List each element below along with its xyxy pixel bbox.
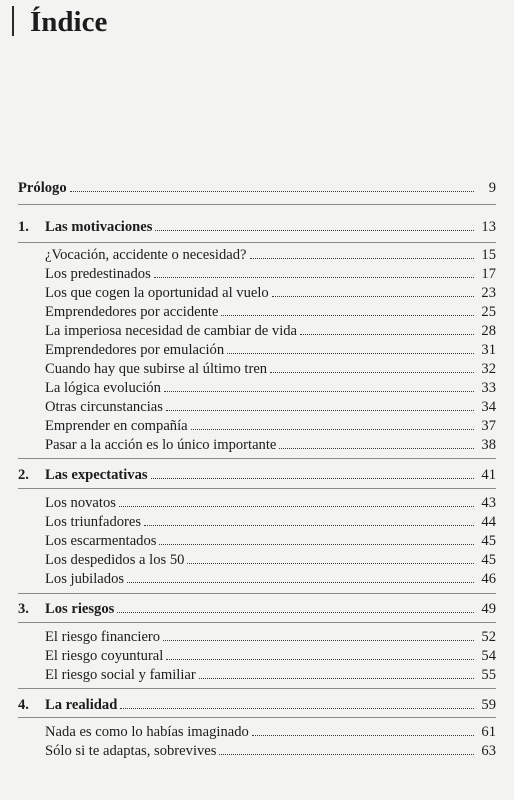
section-label: Los despedidos a los 50 xyxy=(45,552,185,568)
section-page: 34 xyxy=(481,399,496,415)
section-label: La lógica evolución xyxy=(45,380,161,396)
section-page: 33 xyxy=(481,380,496,396)
dot-leader xyxy=(119,506,474,507)
toc-section[interactable] xyxy=(18,341,496,359)
section-page: 44 xyxy=(481,514,496,530)
section-label: ¿Vocación, accidente o necesidad? xyxy=(45,247,247,263)
section-page: 32 xyxy=(481,361,496,377)
dot-leader xyxy=(221,315,474,316)
dot-leader xyxy=(279,448,474,449)
section-label: Los predestinados xyxy=(45,266,151,282)
dot-leader xyxy=(159,544,474,545)
section-label: Emprendedores por accidente xyxy=(45,304,219,320)
section-divider xyxy=(18,458,496,459)
section-label: El riesgo financiero xyxy=(45,629,161,645)
section-page: 28 xyxy=(481,323,496,339)
toc-section[interactable] xyxy=(18,360,496,378)
dot-leader xyxy=(227,353,474,354)
toc-section[interactable] xyxy=(18,379,496,397)
section-page: 37 xyxy=(481,418,496,434)
section-page: 45 xyxy=(481,533,496,549)
toc-section[interactable] xyxy=(18,417,496,435)
dot-leader xyxy=(155,230,474,231)
title-rule xyxy=(12,6,14,36)
section-page: 54 xyxy=(481,648,496,664)
toc-chapter-4[interactable] xyxy=(18,696,496,714)
section-label: Los jubilados xyxy=(45,571,125,587)
toc-section[interactable] xyxy=(18,494,496,512)
section-label: Cuando hay que subirse al último tren xyxy=(45,361,268,377)
toc-chapter-2[interactable] xyxy=(18,466,496,484)
toc-section[interactable] xyxy=(18,532,496,550)
toc-section[interactable] xyxy=(18,666,496,684)
dot-leader xyxy=(250,258,474,259)
section-label: Los triunfadores xyxy=(45,514,142,530)
dot-leader xyxy=(272,296,474,297)
chapter-page: 41 xyxy=(481,467,496,483)
section-label: Emprender en compañía xyxy=(45,418,188,434)
toc-chapter-1[interactable] xyxy=(18,218,496,236)
section-divider xyxy=(18,688,496,689)
section-divider xyxy=(18,488,496,489)
toc-section[interactable] xyxy=(18,398,496,416)
section-page: 55 xyxy=(481,667,496,683)
dot-leader xyxy=(199,678,474,679)
chapter-number: 4. xyxy=(18,697,29,713)
toc-section[interactable] xyxy=(18,265,496,283)
section-divider xyxy=(18,593,496,594)
toc-section[interactable] xyxy=(18,322,496,340)
chapter-title: La realidad xyxy=(45,697,118,713)
toc-section[interactable] xyxy=(18,246,496,264)
dot-leader xyxy=(120,708,474,709)
toc-section[interactable] xyxy=(18,570,496,588)
section-label: Sólo si te adaptas, sobrevives xyxy=(45,743,217,759)
page-title: Índice xyxy=(30,6,108,38)
section-label: Los escarmentados xyxy=(45,533,157,549)
dot-leader xyxy=(127,582,474,583)
section-label: Emprendedores por emulación xyxy=(45,342,225,358)
toc-section[interactable] xyxy=(18,284,496,302)
section-page: 63 xyxy=(481,743,496,759)
section-page: 38 xyxy=(481,437,496,453)
dot-leader xyxy=(144,525,474,526)
toc-chapter-3[interactable] xyxy=(18,600,496,618)
dot-leader xyxy=(191,429,474,430)
chapter-title: Las motivaciones xyxy=(45,219,153,235)
dot-leader xyxy=(163,640,474,641)
chapter-page: 49 xyxy=(481,601,496,617)
dot-leader xyxy=(151,478,474,479)
dot-leader xyxy=(219,754,474,755)
chapter-number: 3. xyxy=(18,601,29,617)
toc-prologue[interactable] xyxy=(18,179,496,197)
dot-leader xyxy=(166,659,474,660)
dot-leader xyxy=(252,735,474,736)
section-divider xyxy=(18,717,496,718)
section-label: El riesgo social y familiar xyxy=(45,667,196,683)
toc-section[interactable] xyxy=(18,551,496,569)
section-label: Nada es como lo habías imaginado xyxy=(45,724,249,740)
section-page: 23 xyxy=(481,285,496,301)
chapter-number: 1. xyxy=(18,219,29,235)
section-divider xyxy=(18,204,496,205)
section-divider xyxy=(18,622,496,623)
section-page: 43 xyxy=(481,495,496,511)
toc-prologue-page: 9 xyxy=(488,180,496,196)
section-page: 45 xyxy=(481,552,496,568)
dot-leader xyxy=(300,334,474,335)
chapter-title: Las expectativas xyxy=(45,467,148,483)
dot-leader xyxy=(187,563,474,564)
toc-section[interactable] xyxy=(18,647,496,665)
toc-section[interactable] xyxy=(18,742,496,760)
dot-leader xyxy=(154,277,474,278)
chapter-page: 59 xyxy=(481,697,496,713)
section-page: 46 xyxy=(481,571,496,587)
toc-section[interactable] xyxy=(18,513,496,531)
section-label: Los que cogen la oportunidad al vuelo xyxy=(45,285,269,301)
toc-section[interactable] xyxy=(18,723,496,741)
section-label: Otras circunstancias xyxy=(45,399,163,415)
toc-section[interactable] xyxy=(18,436,496,454)
dot-leader xyxy=(117,612,474,613)
dot-leader xyxy=(70,191,474,192)
dot-leader xyxy=(164,391,474,392)
section-divider xyxy=(18,242,496,243)
section-label: El riesgo coyuntural xyxy=(45,648,164,664)
section-label: Los novatos xyxy=(45,495,116,511)
toc-section[interactable] xyxy=(18,628,496,646)
chapter-title: Los riesgos xyxy=(45,601,115,617)
toc-section[interactable] xyxy=(18,303,496,321)
chapter-number: 2. xyxy=(18,467,29,483)
section-label: Pasar a la acción es lo único importante xyxy=(45,437,277,453)
section-page: 52 xyxy=(481,629,496,645)
dot-leader xyxy=(166,410,474,411)
dot-leader xyxy=(270,372,474,373)
section-label: La imperiosa necesidad de cambiar de vida xyxy=(45,323,298,339)
toc-prologue-label: Prólogo xyxy=(18,180,67,196)
section-page: 25 xyxy=(481,304,496,320)
section-page: 15 xyxy=(481,247,496,263)
chapter-page: 13 xyxy=(481,219,496,235)
section-page: 61 xyxy=(481,724,496,740)
section-page: 17 xyxy=(481,266,496,282)
section-page: 31 xyxy=(481,342,496,358)
